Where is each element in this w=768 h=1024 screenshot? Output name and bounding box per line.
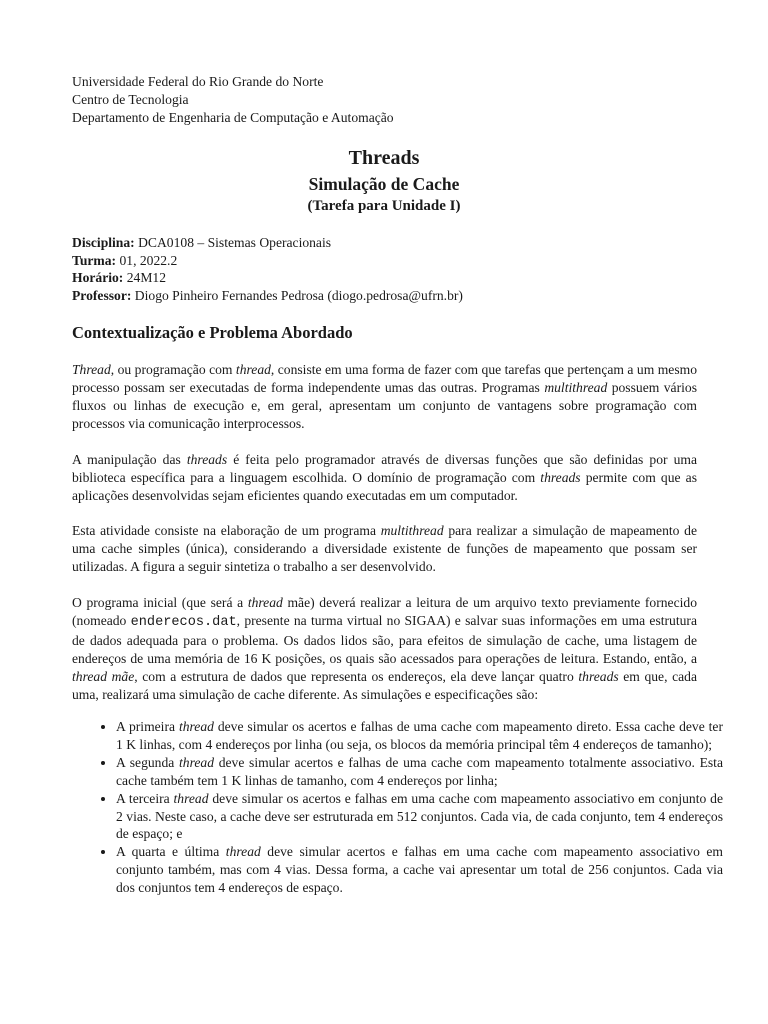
document-title: Threads: [348, 147, 420, 169]
emphasis: Thread: [72, 362, 111, 377]
text-run: A quarta e última: [116, 844, 226, 860]
emphasis: thread: [178, 719, 214, 734]
text-run: deve simular acertos e falhas em uma cache com mapeamento associativo em conjunto também, mas com 4 vias. Dessa forma, a cache vai apresentar um total de 256 conjuntos. Cada via dos conjuntos tem 4 endereços de espaço.: [116, 844, 723, 896]
section-heading: Contextualização e Problema Abordado: [72, 323, 353, 342]
task-label: (Tarefa para Unidade I): [307, 198, 461, 214]
horario-value: 24M12: [126, 270, 167, 285]
turma-value: 01, 2022.2: [119, 252, 178, 268]
emphasis: threads: [186, 452, 228, 467]
text-run: permite com que as aplicações desenvolvidas sejam eficientes quando executadas em um computador.: [72, 469, 697, 503]
emphasis: thread: [235, 362, 271, 377]
text-run: , ou programação com: [110, 362, 236, 377]
department-name: Departamento de Engenharia de Computação e Automação: [72, 110, 394, 125]
emphasis: threads: [540, 469, 581, 485]
emphasis: multithread: [544, 379, 608, 395]
text-run: A segunda: [116, 754, 179, 770]
emphasis: threads: [578, 668, 619, 684]
professor-value: Diogo Pinheiro Fernandes Pedrosa (diogo.pedrosa@ufrn.br): [134, 287, 463, 303]
paragraph-3: [72, 522, 697, 576]
paragraph-4: [72, 594, 697, 703]
title-block: [0, 145, 768, 216]
turma-row: [72, 252, 463, 270]
text-run: , consiste em uma forma de fazer com que tarefas que pertençam a um mesmo processo possam ser executadas de forma independente umas das outras. Programas: [72, 362, 697, 395]
paragraph-2: [72, 451, 697, 505]
emphasis: thread mãe: [72, 668, 135, 684]
text-run: deve simular os acertos e falhas em uma cache com mapeamento associativo em conjunto de 2 vias. Neste caso, a cache deve ser estruturada em 512 conjuntos. Cada via, de cada conjunto, tem 4 endereços de espaço; e: [116, 790, 723, 842]
center-name: Centro de Tecnologia: [72, 92, 189, 107]
text-run: para realizar a simulação de mapeamento de uma cache simples (única), considerando a diversidade existente de funções de mapeamento que possam ser utilizadas. A figura a seguir sintetiza o trabalho a ser desenvolvido.: [72, 523, 697, 574]
list-item: [116, 843, 723, 897]
emphasis: multithread: [380, 523, 444, 538]
list-item: [116, 754, 723, 790]
disciplina-value: DCA0108 – Sistemas Operacionais: [138, 235, 332, 250]
text-run: é feita pelo programador através de diversas funções que são definidas por uma biblioteca específica para a linguagem escolhida. O domínio de programação com: [72, 452, 697, 485]
emphasis: thread: [225, 844, 261, 860]
text-run: em que, cada uma, realizará uma simulação de cache diferente. As simulações e especificações são:: [72, 668, 697, 702]
text-run: A terceira: [116, 790, 174, 806]
text-run: deve simular acertos e falhas de uma cache com mapeamento totalmente associativo. Esta cache também tem 1 K linhas de tamanho, com 4 endereços por linha;: [116, 754, 723, 788]
text-run: Esta atividade consiste na elaboração de um programa: [72, 523, 381, 538]
text-run: , presente na turma virtual no SIGAA) e salvar suas informações em uma estrutura de dados adequada para o problema. Os dados lidos são, para efeitos de simulação de cache, uma listagem de endereços de uma memória de 16 K posições, os quais são acessados para operações de leitura. Estando, então, a: [72, 612, 697, 666]
text-run: A manipulação das: [72, 452, 187, 467]
university-name: Universidade Federal do Rio Grande do Norte: [72, 74, 324, 89]
horario-row: [72, 269, 463, 287]
professor-label: Professor:: [72, 287, 132, 303]
document-subtitle: Simulação de Cache: [308, 174, 460, 194]
paragraph-1: [72, 361, 697, 433]
disciplina-row: [72, 234, 463, 252]
disciplina-label: Disciplina:: [72, 235, 135, 250]
list-item: [116, 718, 723, 754]
emphasis: thread: [173, 790, 209, 806]
emphasis: thread: [247, 595, 283, 610]
text-run: deve simular os acertos e falhas de uma cache com mapeamento direto. Essa cache deve ter 1 K linhas, com 4 endereços por linha (ou seja, os blocos da memória principal têm 4 endereços de tamanho);: [116, 719, 723, 752]
text-run: O programa inicial (que será a: [72, 595, 248, 610]
emphasis: thread: [179, 754, 214, 770]
text-run: mãe) deverá realizar a leitura de um arquivo texto previamente fornecido (nomeado: [72, 595, 697, 628]
horario-label: Horário:: [72, 270, 124, 285]
list-item: [116, 790, 723, 844]
text-run: possuem vários fluxos ou linhas de execução e, em geral, apresentam um conjunto de vantagens sobre programação com processos via comunicação interprocessos.: [72, 379, 697, 431]
professor-row: [72, 287, 463, 305]
simulation-list: [90, 718, 723, 897]
filename-code: enderecos.dat: [130, 614, 237, 630]
institution-header: [72, 73, 394, 127]
text-run: A primeira: [116, 719, 179, 734]
text-run: , com a estrutura de dados que representa os endereços, ela deve lançar quatro: [134, 668, 579, 684]
turma-label: Turma:: [72, 252, 117, 268]
course-info: [72, 234, 463, 304]
